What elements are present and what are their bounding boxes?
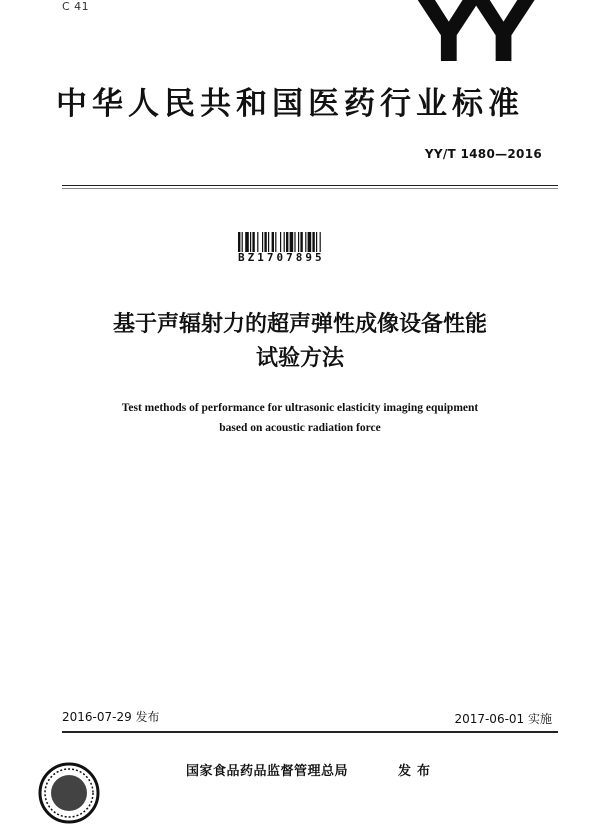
barcode-bar <box>308 232 312 252</box>
barcode-bar <box>316 232 317 252</box>
barcode-bar <box>320 232 321 252</box>
barcode-bar <box>290 232 294 252</box>
issue-date: 2016-07-29 发布 <box>62 710 160 724</box>
barcode-bar <box>300 232 302 252</box>
barcode-bar <box>238 232 240 252</box>
barcode-bar <box>262 232 263 252</box>
footer-divider <box>62 731 558 733</box>
english-title <box>60 398 540 438</box>
english-title-line-1: Test methods of performance for ultrasonic elasticity imaging equipment <box>121 402 479 414</box>
classification-code: C 41 <box>62 0 90 13</box>
barcode-bar <box>294 232 295 252</box>
barcode-bar <box>250 232 251 252</box>
barcode-bar <box>272 232 274 252</box>
standard-number: YY/T 1480—2016 <box>424 147 542 161</box>
implementation-date: 2017-06-01 实施 <box>454 712 552 726</box>
chinese-title <box>60 308 540 376</box>
barcode-bar <box>312 232 314 252</box>
barcode-bar <box>284 232 285 252</box>
organization-title: 中华人民共和国医药行业标准 <box>56 86 524 122</box>
barcode-number: BZ1707895 <box>238 251 325 264</box>
barcode-image <box>238 232 343 252</box>
barcode-bar <box>245 232 249 252</box>
barcode-bar <box>264 232 266 252</box>
official-seal-icon <box>38 762 100 824</box>
barcode-bar <box>252 232 254 252</box>
barcode-bar <box>268 232 269 252</box>
barcode-bar <box>257 232 258 252</box>
barcode-bar <box>275 232 276 252</box>
header-divider <box>62 185 558 186</box>
english-title-line-2: based on acoustic radiation force <box>219 422 381 434</box>
header-divider-thin <box>62 188 558 189</box>
barcode-bar <box>280 232 281 252</box>
barcode-bar <box>286 232 288 252</box>
barcode-bar <box>242 232 243 252</box>
barcode-bar <box>298 232 299 252</box>
chinese-title-line-1: 基于声辐射力的超声弹性成像设备性能 <box>112 312 487 337</box>
barcode-bar <box>305 232 306 252</box>
yy-logo: YY <box>418 0 528 81</box>
issuing-authority: 国家食品药品监督管理总局 <box>186 764 349 779</box>
chinese-title-line-2: 试验方法 <box>255 346 344 371</box>
issue-label: 发布 <box>398 764 437 779</box>
